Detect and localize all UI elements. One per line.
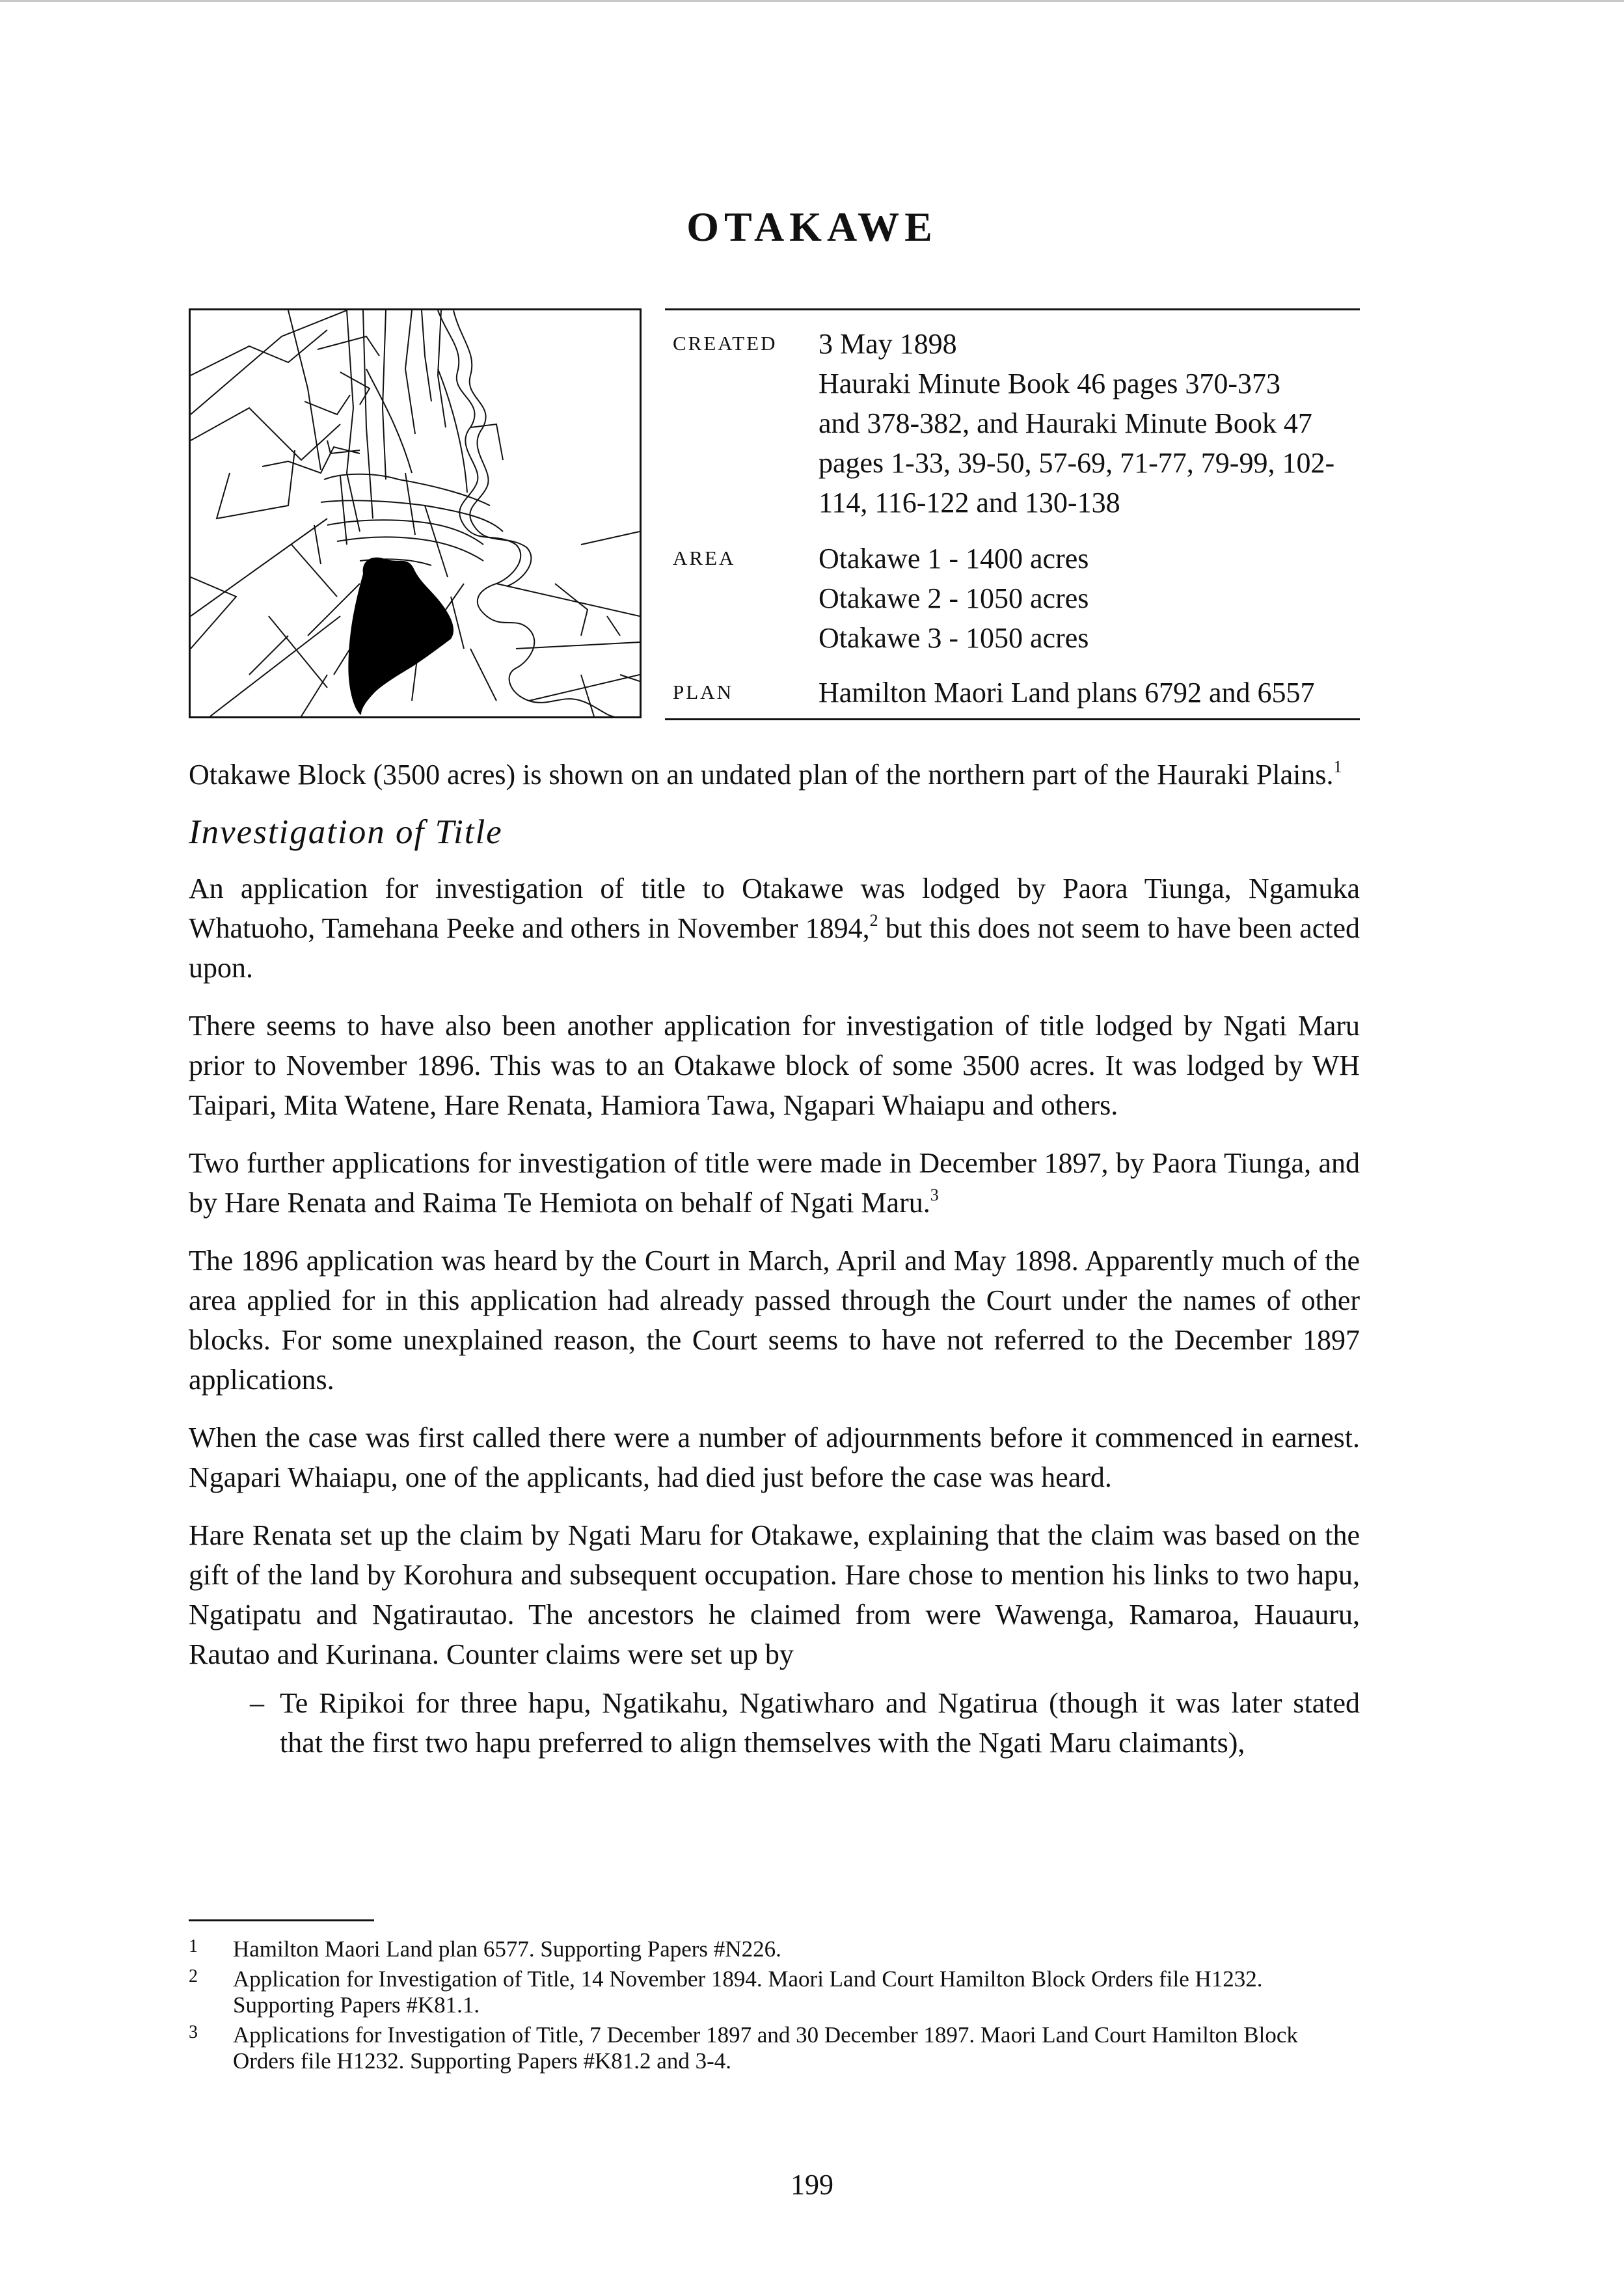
footnote: [189, 1966, 1360, 2018]
block-metadata: [665, 308, 1360, 709]
area-value: [819, 539, 1360, 658]
area-line: Otakawe 2 - 1050 acres: [819, 582, 1089, 614]
created-line: pages 1-33, 39-50, 57-69, 71-77, 79-99, 102-: [819, 447, 1335, 479]
scan-edge: [0, 0, 1624, 2]
p1-text-a: An application for investigation of title to Otakawe was lodged by Paora Tiunga, Ngamuka Whatuoho, Tamehana Peeke and others in November 1894,: [189, 873, 1360, 944]
body-paragraph: Hare Renata set up the claim by Ngati Maru for Otakawe, explaining that the claim was based on the gift of the land by Korohura and subsequent occupation. Hare chose to mention his links to two hapu, Ngatipatu and Ngatirautao. The ancestors he claimed from were Wawenga, Ramaroa, Hauauru, Rautao and Kurinana. Counter claims were set up by: [189, 1519, 1360, 1670]
body-paragraph: [189, 869, 1360, 988]
area-line: Otakawe 3 - 1050 acres: [819, 622, 1089, 654]
plan-label: PLAN: [673, 681, 733, 703]
footnote-text: Hamilton Maori Land plan 6577. Supporting Papers #N226.: [233, 1936, 781, 1962]
p1-text-b: but this does not seem to have been acted upon.: [189, 912, 1360, 984]
otakawe-block-shading: [348, 558, 453, 715]
footnote-number: 2: [189, 1966, 198, 1986]
plan-value: [819, 673, 1360, 712]
created-line: 3 May 1898: [819, 328, 957, 360]
footnote: [189, 1936, 1360, 1962]
body-paragraph: There seems to have also been another application for investigation of title lodged by Ngati Maru prior to November 1896. This was to an Otakawe block of some 3500 acres. It was lodged by WH Taipari, Mita Watene, Hare Renata, Hamiora Tawa, Ngapari Whaiapu and others.: [189, 1010, 1360, 1121]
footnote-ref-1: 1: [1333, 757, 1342, 776]
list-item-text: Te Ripikoi for three hapu, Ngatikahu, Ngatiwharo and Ngatirua (though it was later stated that the first two hapu preferred to align themselves with the Ngati Maru claimants),: [280, 1687, 1360, 1759]
footnote-number: 1: [189, 1936, 198, 1956]
metadata-top-rule: [665, 308, 1360, 310]
created-label: CREATED: [673, 332, 778, 355]
footnote: [189, 2022, 1360, 2074]
main-text: [189, 755, 1360, 1763]
body-paragraph: When the case was first called there were a number of adjournments before it commenced in earnest. Ngapari Whaiapu, one of the applicants, had died just before the case was heard.: [189, 1422, 1360, 1493]
created-line: 114, 116-122 and 130-138: [819, 487, 1120, 519]
footnote-number: 3: [189, 2022, 198, 2042]
page-title: OTAKAWE: [686, 204, 938, 250]
metadata-bottom-rule: [665, 718, 1360, 720]
page-number: 199: [791, 2169, 833, 2200]
block-location-map: [189, 308, 642, 718]
body-paragraph: The 1896 application was heard by the Court in March, April and May 1898. Apparently much of the area applied for in this application had already passed through the Court under the names of other blocks. For some unexplained reason, the Court seems to have not referred to the December 1897 applications.: [189, 1245, 1360, 1396]
list-item: [189, 1683, 1360, 1763]
intro-paragraph: [189, 755, 1360, 794]
plan-line: Hamilton Maori Land plans 6792 and 6557: [819, 677, 1315, 709]
footnote-text: Application for Investigation of Title, 14 November 1894. Maori Land Court Hamilton Block Orders file H1232. Supporting Papers #K81.1.: [233, 1966, 1263, 2018]
area-line: Otakawe 1 - 1400 acres: [819, 543, 1089, 575]
footnote-text: Applications for Investigation of Title, 7 December 1897 and 30 December 1897. Maori Land Court Hamilton Block Orders file H1232. Supporting Papers #K81.2 and 3-4.: [233, 2022, 1298, 2074]
footnote-ref-3: 3: [930, 1185, 939, 1204]
footnote-rule: [189, 1919, 374, 1921]
created-line: Hauraki Minute Book 46 pages 370-373: [819, 368, 1280, 399]
footnotes: [189, 1936, 1360, 2078]
created-line: and 378-382, and Hauraki Minute Book 47: [819, 407, 1312, 439]
map-drawing: [191, 310, 640, 716]
section-heading: Investigation of Title: [189, 813, 503, 851]
body-paragraph: [189, 1143, 1360, 1223]
footnote-ref-2: 2: [869, 911, 878, 930]
intro-text: Otakawe Block (3500 acres) is shown on an undated plan of the northern part of the Hauraki Plains.: [189, 759, 1334, 791]
p3-text: Two further applications for investigation of title were made in December 1897, by Paora Tiunga, and by Hare Renata and Raima Te Hemiota on behalf of Ngati Maru.: [189, 1147, 1360, 1219]
bullet-dash: –: [250, 1687, 264, 1719]
created-value: [819, 324, 1360, 522]
area-label: AREA: [673, 547, 736, 569]
